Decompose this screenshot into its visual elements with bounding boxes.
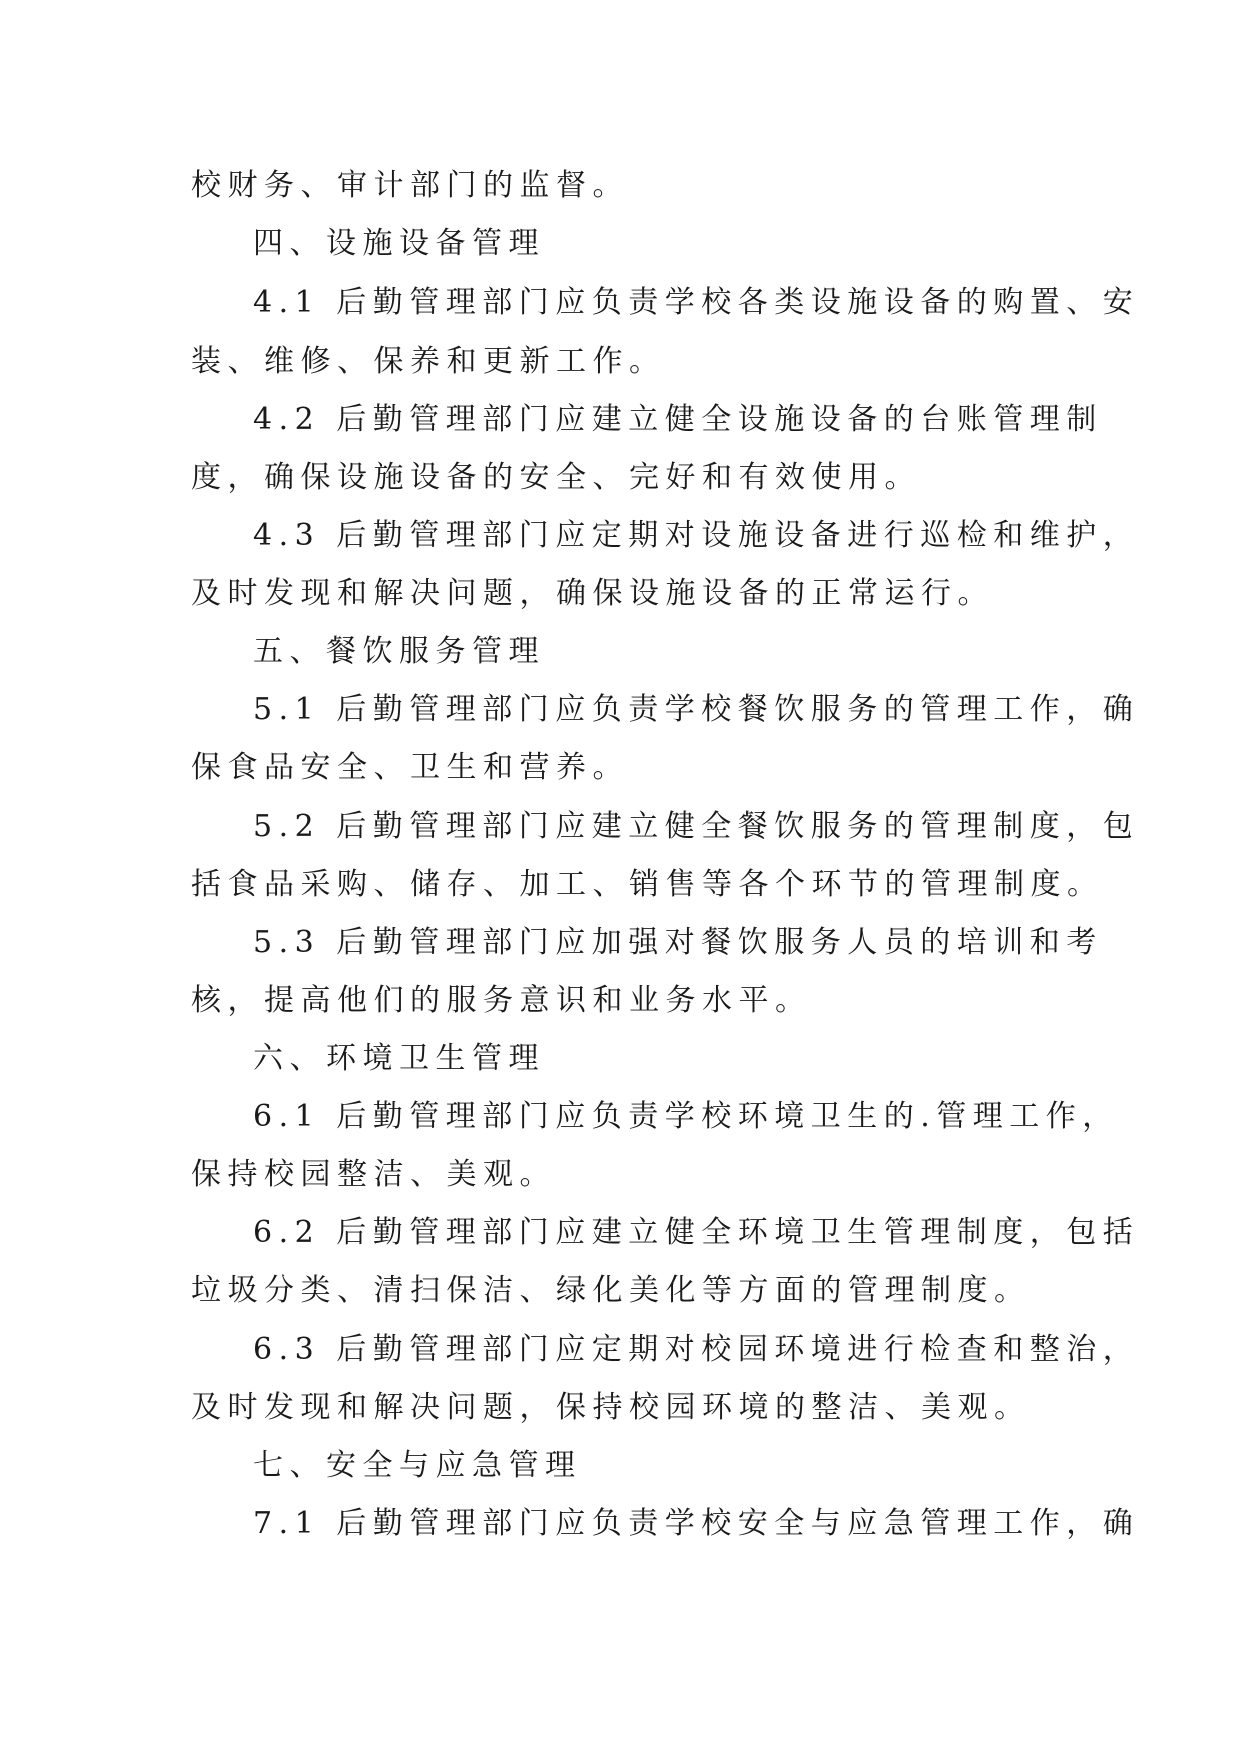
paragraph-line: 核，提高他们的服务意识和业务水平。	[191, 983, 812, 1018]
paragraph-line: 4.1 后勤管理部门应负责学校各类设施设备的购置、安	[253, 285, 1140, 320]
paragraph-line: 度，确保设施设备的安全、完好和有效使用。	[191, 460, 921, 495]
paragraph-line: 6.3 后勤管理部门应定期对校园环境进行检查和整治，	[253, 1332, 1140, 1367]
paragraph-line: 保持校园整洁、美观。	[191, 1157, 556, 1192]
paragraph-line: 校财务、审计部门的监督。	[191, 168, 629, 203]
paragraph-line: 4.2 后勤管理部门应建立健全设施设备的台账管理制	[253, 402, 1103, 437]
section-heading: 四、设施设备管理	[253, 226, 545, 261]
paragraph-line: 5.2 后勤管理部门应建立健全餐饮服务的管理制度，包	[253, 809, 1140, 844]
paragraph-line: 6.2 后勤管理部门应建立健全环境卫生管理制度，包括	[253, 1215, 1140, 1250]
section-heading: 七、安全与应急管理	[253, 1448, 582, 1483]
paragraph-line: 4.3 后勤管理部门应定期对设施设备进行巡检和维护，	[253, 518, 1140, 553]
section-heading: 六、环境卫生管理	[253, 1041, 545, 1076]
paragraph-line: 装、维修、保养和更新工作。	[191, 344, 666, 379]
paragraph-line: 5.3 后勤管理部门应加强对餐饮服务人员的培训和考	[253, 925, 1103, 960]
paragraph-line: 7.1 后勤管理部门应负责学校安全与应急管理工作，确	[253, 1506, 1140, 1541]
paragraph-line: 及时发现和解决问题，确保设施设备的正常运行。	[191, 576, 994, 611]
section-heading: 五、餐饮服务管理	[253, 634, 545, 669]
paragraph-line: 括食品采购、储存、加工、销售等各个环节的管理制度。	[191, 867, 1104, 902]
paragraph-line: 6.1 后勤管理部门应负责学校环境卫生的.管理工作，	[253, 1099, 1119, 1134]
paragraph-line: 5.1 后勤管理部门应负责学校餐饮服务的管理工作，确	[253, 692, 1140, 727]
paragraph-line: 保食品安全、卫生和营养。	[191, 750, 629, 785]
paragraph-line: 垃圾分类、清扫保洁、绿化美化等方面的管理制度。	[191, 1273, 1031, 1308]
paragraph-line: 及时发现和解决问题，保持校园环境的整洁、美观。	[191, 1390, 1031, 1425]
